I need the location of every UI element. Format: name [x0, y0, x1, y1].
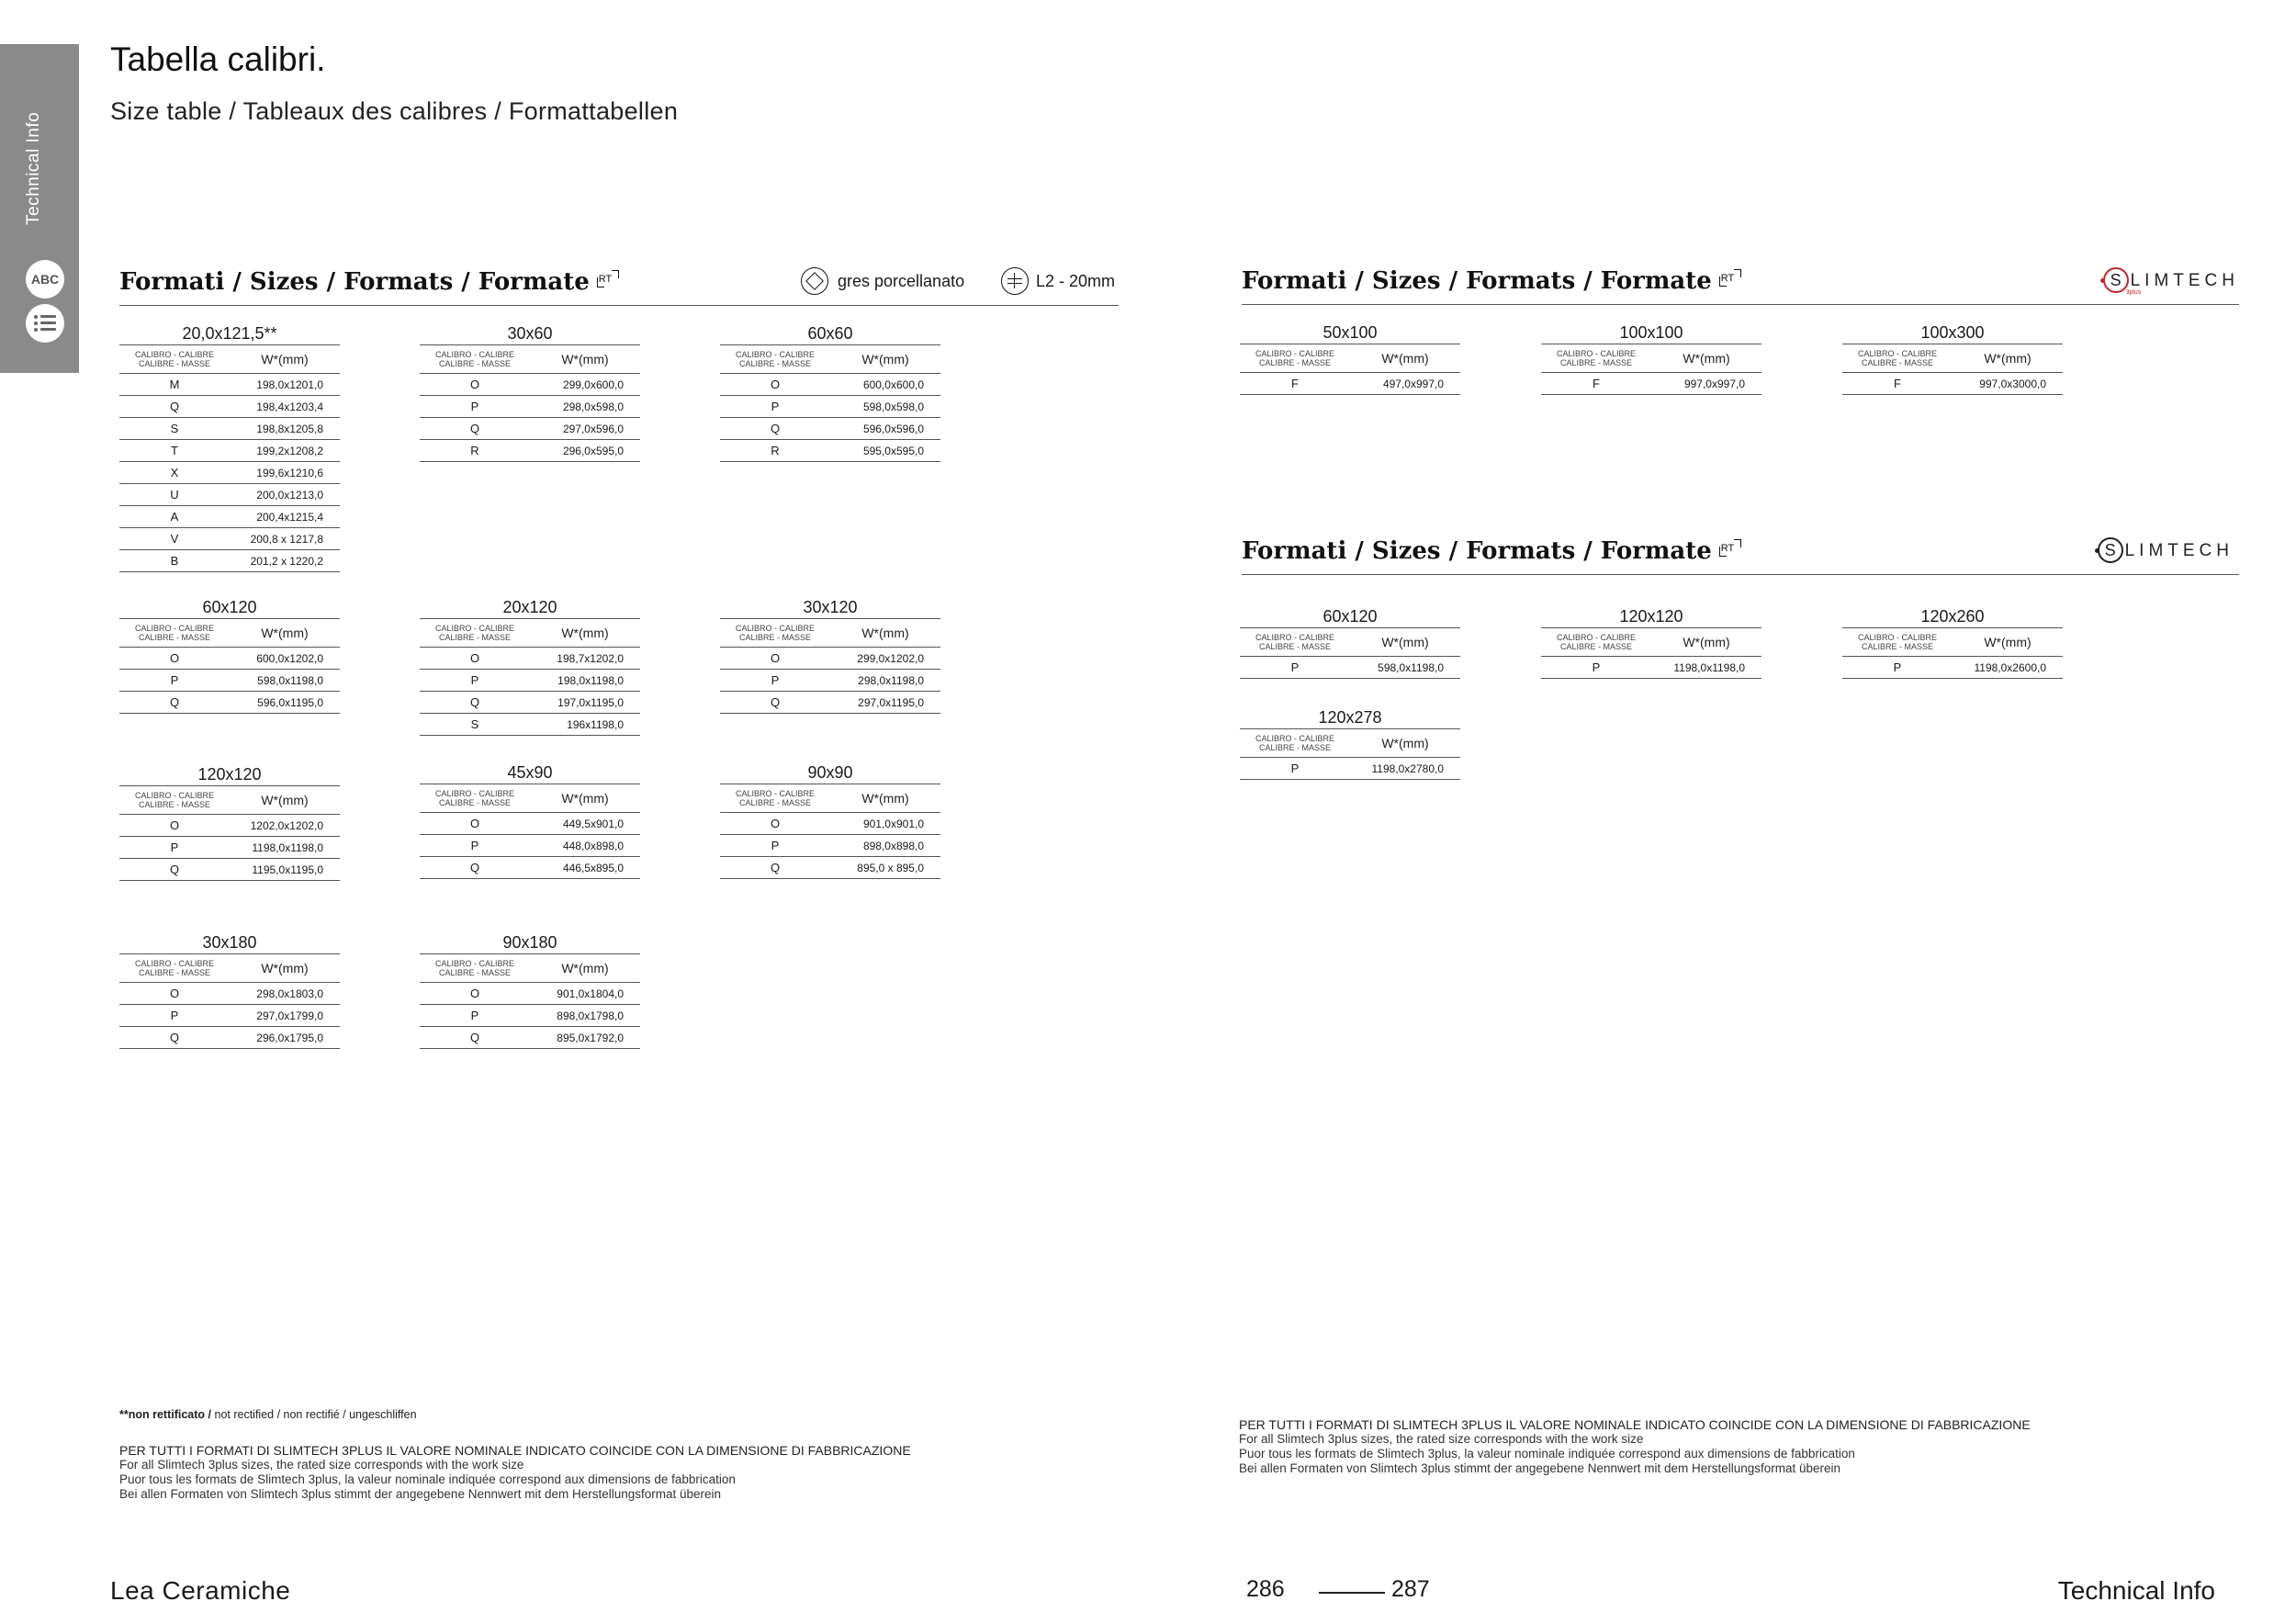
table-header — [1240, 344, 1460, 373]
width-header: W*(mm) — [1683, 635, 1730, 649]
calibre-code: O — [169, 987, 180, 1000]
table-row — [420, 1005, 640, 1027]
size-value: 600,0x1202,0 — [256, 651, 323, 665]
size-value: 446,5x895,0 — [562, 861, 624, 874]
width-header: W*(mm) — [261, 793, 309, 807]
calibre-code: O — [770, 651, 781, 665]
size-value: 296,0x595,0 — [562, 444, 624, 457]
size-value: 997,0x997,0 — [1683, 377, 1745, 390]
table-row — [119, 440, 340, 462]
calibre-header: CALIBRO - CALIBRE CALIBRE - MASSE — [134, 350, 215, 368]
slimtech-logo: S LIMTECH — [2095, 537, 2234, 563]
calibre-code: F — [1291, 377, 1299, 390]
table-title: 100x300 — [1842, 322, 2063, 344]
calibre-code: P — [470, 400, 479, 413]
table-row — [420, 983, 640, 1005]
calibre-code: A — [170, 510, 179, 524]
calibre-code: F — [1894, 377, 1901, 390]
size-value: 201,2 x 1220,2 — [250, 554, 323, 568]
footer-brand: Lea Ceramiche — [110, 1576, 291, 1605]
table-header — [119, 954, 340, 983]
size-table — [420, 597, 640, 736]
table-header — [1240, 729, 1460, 758]
calibre-code: O — [169, 818, 180, 832]
table-title: 50x100 — [1240, 322, 1460, 344]
width-header: W*(mm) — [561, 961, 609, 976]
calibre-code: S — [170, 422, 179, 435]
page-number-right: 287 — [1391, 1576, 1430, 1602]
calibre-header: CALIBRO - CALIBRE CALIBRE - MASSE — [1857, 633, 1938, 651]
section-header-gres — [119, 268, 1119, 306]
calibre-code: F — [1593, 377, 1600, 390]
size-value: 200,0x1213,0 — [256, 488, 323, 502]
rectified-icon: RT — [597, 270, 619, 288]
calibre-code: Q — [169, 400, 180, 413]
table-header — [119, 619, 340, 648]
calibre-code: P — [470, 673, 479, 687]
size-value: 598,0x1198,0 — [257, 673, 323, 687]
size-value: 299,0x600,0 — [562, 378, 624, 391]
side-tab-label: Technical Info — [24, 111, 43, 225]
size-value: 898,0x898,0 — [862, 839, 924, 852]
calibre-code: X — [170, 466, 179, 479]
abc-icon: ABC — [30, 272, 60, 287]
size-table — [420, 323, 640, 462]
size-value: 1198,0x1198,0 — [1673, 660, 1745, 674]
table-row — [420, 648, 640, 670]
table-title: 100x100 — [1541, 322, 1761, 344]
size-table — [1240, 707, 1460, 780]
calibre-code: P — [771, 839, 780, 852]
calibre-header: CALIBRO - CALIBRE CALIBRE - MASSE — [1556, 633, 1637, 651]
table-row — [720, 835, 940, 857]
section-header-slimtech-3plus — [1242, 267, 2239, 305]
table-title: 20x120 — [420, 597, 640, 619]
size-value: 997,0x3000,0 — [1979, 377, 2046, 390]
width-header: W*(mm) — [261, 626, 309, 640]
calibre-code: R — [470, 444, 479, 457]
table-header — [420, 784, 640, 813]
calibre-code: P — [771, 673, 780, 687]
width-header: W*(mm) — [861, 626, 909, 640]
table-row — [1240, 657, 1460, 679]
thickness-icon — [1001, 267, 1029, 295]
size-value: 196x1198,0 — [567, 717, 624, 731]
size-value: 200,4x1215,4 — [256, 510, 323, 524]
table-header — [420, 619, 640, 648]
size-table — [720, 597, 940, 714]
calibre-code: Q — [770, 422, 781, 435]
table-header — [720, 784, 940, 813]
table-row — [720, 813, 940, 835]
table-row — [720, 670, 940, 692]
table-title: 60x120 — [1240, 606, 1460, 628]
width-header: W*(mm) — [861, 791, 909, 806]
table-title: 60x60 — [720, 323, 940, 345]
size-value: 198,7x1202,0 — [557, 651, 624, 665]
calibre-code: P — [470, 839, 479, 852]
size-value: 895,0 x 895,0 — [857, 861, 924, 874]
table-row — [119, 396, 340, 418]
sizes-note-right: PER TUTTI I FORMATI DI SLIMTECH 3PLUS IL VALORE NOMINALE INDICATO COINCIDE CON LA DIMENSIONE DI FABBRICAZIONE For all Slimtech 3plus sizes, the rated size corresponds with the work size Puor tous les formats de Slimtech 3plus, la valeur nominale indiquée correspond aux dimensions de fabbrication Bei allen Formaten von Slimtech 3plus stimmt der angegebene Nennwert mit dem Herstellungsformat überein — [1239, 1417, 2031, 1475]
table-row — [1842, 373, 2063, 395]
size-value: 198,8x1205,8 — [256, 422, 323, 435]
size-value: 596,0x596,0 — [862, 422, 924, 435]
table-title: 120x120 — [1541, 606, 1761, 628]
calibre-code: Q — [770, 861, 781, 874]
table-title: 120x260 — [1842, 606, 2063, 628]
calibre-code: B — [170, 554, 179, 568]
page-separator — [1319, 1592, 1385, 1594]
size-value: 595,0x595,0 — [862, 444, 924, 457]
size-value: 197,0x1195,0 — [557, 695, 624, 709]
table-row — [119, 815, 340, 837]
size-value: 297,0x1799,0 — [256, 1009, 323, 1022]
calibre-header: CALIBRO - CALIBRE CALIBRE - MASSE — [735, 350, 816, 368]
table-row — [119, 506, 340, 528]
table-title: 90x180 — [420, 932, 640, 954]
size-value: 199,2x1208,2 — [256, 444, 323, 457]
table-header — [119, 786, 340, 815]
size-value: 449,5x901,0 — [562, 817, 624, 830]
section-header-slimtech — [1242, 537, 2239, 575]
size-value: 298,0x598,0 — [562, 400, 624, 413]
size-table — [1842, 322, 2063, 395]
table-header — [1240, 628, 1460, 657]
calibre-code: T — [171, 444, 178, 457]
calibre-header: CALIBRO - CALIBRE CALIBRE - MASSE — [134, 624, 215, 642]
table-row — [720, 692, 940, 714]
table-title: 30x60 — [420, 323, 640, 345]
size-value: 299,0x1202,0 — [857, 651, 924, 665]
width-header: W*(mm) — [261, 352, 309, 367]
table-row — [420, 418, 640, 440]
calibre-header: CALIBRO - CALIBRE CALIBRE - MASSE — [1255, 349, 1335, 367]
size-table — [119, 323, 340, 572]
calibre-header: CALIBRO - CALIBRE CALIBRE - MASSE — [735, 789, 816, 807]
table-header — [119, 345, 340, 374]
calibre-code: P — [1893, 660, 1902, 674]
calibre-code: P — [170, 840, 179, 854]
calibre-code: P — [170, 673, 179, 687]
slimtech-3plus-logo: S LIMTECH 3plus — [2100, 267, 2239, 293]
table-row — [119, 837, 340, 859]
calibre-header: CALIBRO - CALIBRE CALIBRE - MASSE — [434, 350, 515, 368]
size-table — [119, 932, 340, 1049]
list-icon — [34, 314, 56, 333]
size-value: 200,8 x 1217,8 — [250, 532, 323, 546]
calibre-header: CALIBRO - CALIBRE CALIBRE - MASSE — [1255, 734, 1335, 752]
calibre-header: CALIBRO - CALIBRE CALIBRE - MASSE — [134, 791, 215, 809]
size-table — [1240, 606, 1460, 679]
table-header — [720, 619, 940, 648]
width-header: W*(mm) — [1984, 351, 2032, 366]
rectified-icon: RT — [1719, 539, 1741, 558]
size-value: 198,4x1203,4 — [256, 400, 323, 413]
table-row — [420, 440, 640, 462]
table-title: 90x90 — [720, 762, 940, 784]
size-value: 598,0x598,0 — [862, 400, 924, 413]
calibre-code: O — [469, 987, 480, 1000]
table-row — [1240, 373, 1460, 395]
table-row — [1240, 758, 1460, 780]
table-title: 120x278 — [1240, 707, 1460, 729]
calibre-code: P — [470, 1009, 479, 1022]
calibre-code: U — [170, 488, 179, 502]
calibre-code: Q — [169, 695, 180, 709]
table-row — [420, 813, 640, 835]
size-table — [1541, 322, 1761, 395]
table-row — [720, 418, 940, 440]
table-row — [720, 396, 940, 418]
size-table — [720, 762, 940, 879]
calibre-code: P — [1290, 761, 1300, 775]
table-row — [119, 648, 340, 670]
size-table — [420, 762, 640, 879]
page-subtitle: Size table / Tableaux des calibres / Formattabellen — [110, 97, 679, 125]
size-table — [119, 597, 340, 714]
abc-index-button[interactable] — [26, 260, 64, 299]
width-header: W*(mm) — [561, 626, 609, 640]
calibre-code: S — [470, 717, 479, 731]
table-row — [1541, 657, 1761, 679]
width-header: W*(mm) — [1381, 635, 1429, 649]
calibre-code: Q — [469, 1031, 480, 1044]
size-value: 901,0x1804,0 — [557, 987, 624, 1000]
calibre-code: O — [169, 651, 180, 665]
table-row — [119, 1027, 340, 1049]
table-title: 20,0x121,5** — [119, 323, 340, 345]
calibre-code: O — [469, 651, 480, 665]
calibre-code: O — [469, 817, 480, 830]
width-header: W*(mm) — [561, 352, 609, 367]
non-rectified-note: **non rettificato / not rectified / non rectifié / ungeschliffen — [119, 1408, 417, 1421]
calibre-header: CALIBRO - CALIBRE CALIBRE - MASSE — [434, 789, 515, 807]
size-value: 497,0x997,0 — [1382, 377, 1444, 390]
size-value: 297,0x596,0 — [562, 422, 624, 435]
size-value: 297,0x1195,0 — [858, 695, 924, 709]
width-header: W*(mm) — [1381, 351, 1429, 366]
calibre-header: CALIBRO - CALIBRE CALIBRE - MASSE — [1556, 349, 1637, 367]
size-value: 296,0x1795,0 — [256, 1031, 323, 1044]
table-title: 45x90 — [420, 762, 640, 784]
size-value: 199,6x1210,6 — [256, 466, 323, 479]
size-table — [119, 764, 340, 881]
table-row — [720, 857, 940, 879]
calibre-header: CALIBRO - CALIBRE CALIBRE - MASSE — [1255, 633, 1335, 651]
size-value: 1195,0x1195,0 — [252, 863, 323, 876]
size-value: 596,0x1195,0 — [257, 695, 323, 709]
size-value: 600,0x600,0 — [862, 378, 924, 391]
calibre-code: P — [170, 1009, 179, 1022]
table-row — [720, 440, 940, 462]
material-label: gres porcellanato — [838, 272, 965, 290]
calibre-header: CALIBRO - CALIBRE CALIBRE - MASSE — [735, 624, 816, 642]
size-table — [1240, 322, 1460, 395]
size-value: 298,0x1803,0 — [256, 987, 323, 1000]
table-row — [119, 983, 340, 1005]
size-value: 895,0x1792,0 — [557, 1031, 624, 1044]
table-row — [420, 835, 640, 857]
table-row — [119, 1005, 340, 1027]
width-header: W*(mm) — [861, 352, 909, 367]
table-row — [119, 374, 340, 396]
table-title: 60x120 — [119, 597, 340, 619]
size-value: 1202,0x1202,0 — [250, 818, 323, 832]
rectified-icon: RT — [1719, 269, 1741, 288]
size-value: 1198,0x2600,0 — [1974, 660, 2046, 674]
table-row — [119, 692, 340, 714]
table-row — [420, 714, 640, 736]
calibre-code: Q — [469, 695, 480, 709]
size-table — [720, 323, 940, 462]
table-row — [119, 859, 340, 881]
calibre-code: Q — [169, 1031, 180, 1044]
calibre-code: Q — [469, 861, 480, 874]
size-table — [420, 932, 640, 1049]
porcelain-icon — [801, 267, 828, 295]
table-row — [119, 462, 340, 484]
thickness-label: L2 - 20mm — [1036, 272, 1116, 290]
size-value: 198,0x1201,0 — [256, 378, 323, 391]
calibre-code: P — [1290, 660, 1300, 674]
size-value: 1198,0x2780,0 — [1371, 761, 1444, 775]
sizes-note-left: PER TUTTI I FORMATI DI SLIMTECH 3PLUS IL VALORE NOMINALE INDICATO COINCIDE CON LA DIMENSIONE DI FABBRICAZIONE For all Slimtech 3plus sizes, the rated size corresponds with the work size Puor tous les formats de Slimtech 3plus, la valeur nominale indiquée correspond aux dimensions de fabbrication Bei allen Formaten von Slimtech 3plus stimmt der angegebene Nennwert mit dem Herstellungsformat überein — [119, 1443, 911, 1501]
calibre-code: Q — [169, 863, 180, 876]
table-header — [420, 345, 640, 374]
table-row — [119, 484, 340, 506]
size-value: 901,0x901,0 — [862, 817, 924, 830]
table-row — [420, 374, 640, 396]
calibre-header: CALIBRO - CALIBRE CALIBRE - MASSE — [434, 959, 515, 977]
calibre-code: R — [771, 444, 780, 457]
table-row — [1842, 657, 2063, 679]
table-row — [119, 670, 340, 692]
size-value: 448,0x898,0 — [562, 839, 624, 852]
size-value: 1198,0x1198,0 — [252, 840, 323, 854]
width-header: W*(mm) — [1381, 736, 1429, 750]
calibre-code: P — [1592, 660, 1601, 674]
calibre-code: O — [770, 817, 781, 830]
table-row — [420, 670, 640, 692]
table-row — [720, 374, 940, 396]
table-header — [1842, 628, 2063, 657]
calibre-header: CALIBRO - CALIBRE CALIBRE - MASSE — [434, 624, 515, 642]
table-header — [1541, 344, 1761, 373]
calibre-header: CALIBRO - CALIBRE CALIBRE - MASSE — [1857, 349, 1938, 367]
table-header — [420, 954, 640, 983]
table-row — [420, 857, 640, 879]
section-title: Formati / Sizes / Formats / Formate RT — [1242, 537, 1741, 565]
list-index-button[interactable] — [26, 304, 64, 343]
table-row — [119, 528, 340, 550]
table-row — [119, 418, 340, 440]
table-title: 30x180 — [119, 932, 340, 954]
table-title: 120x120 — [119, 764, 340, 786]
size-value: 598,0x1198,0 — [1378, 660, 1444, 674]
width-header: W*(mm) — [561, 791, 609, 806]
table-title: 30x120 — [720, 597, 940, 619]
section-title: Formati / Sizes / Formats / Formate RT — [119, 268, 619, 296]
size-value: 198,0x1198,0 — [557, 673, 624, 687]
calibre-code: O — [469, 378, 480, 391]
table-row — [420, 692, 640, 714]
calibre-code: O — [770, 378, 781, 391]
side-tab — [0, 44, 79, 373]
calibre-code: M — [169, 378, 180, 391]
calibre-code: V — [170, 532, 179, 546]
table-row — [420, 1027, 640, 1049]
table-row — [420, 396, 640, 418]
size-value: 298,0x1198,0 — [858, 673, 924, 687]
table-header — [1842, 344, 2063, 373]
page-title: Tabella calibri. — [110, 40, 326, 78]
size-value: 898,0x1798,0 — [557, 1009, 624, 1022]
page-number-left: 286 — [1246, 1576, 1285, 1602]
calibre-code: P — [771, 400, 780, 413]
table-header — [720, 345, 940, 374]
table-header — [1541, 628, 1761, 657]
table-row — [1541, 373, 1761, 395]
calibre-code: Q — [770, 695, 781, 709]
table-row — [720, 648, 940, 670]
calibre-code: Q — [469, 422, 480, 435]
size-table — [1541, 606, 1761, 679]
footer-section: Technical Info — [2057, 1576, 2215, 1605]
width-header: W*(mm) — [1683, 351, 1730, 366]
table-row — [119, 550, 340, 572]
calibre-header: CALIBRO - CALIBRE CALIBRE - MASSE — [134, 959, 215, 977]
section-title: Formati / Sizes / Formats / Formate RT — [1242, 267, 1741, 295]
size-table — [1842, 606, 2063, 679]
width-header: W*(mm) — [261, 961, 309, 976]
width-header: W*(mm) — [1984, 635, 2032, 649]
